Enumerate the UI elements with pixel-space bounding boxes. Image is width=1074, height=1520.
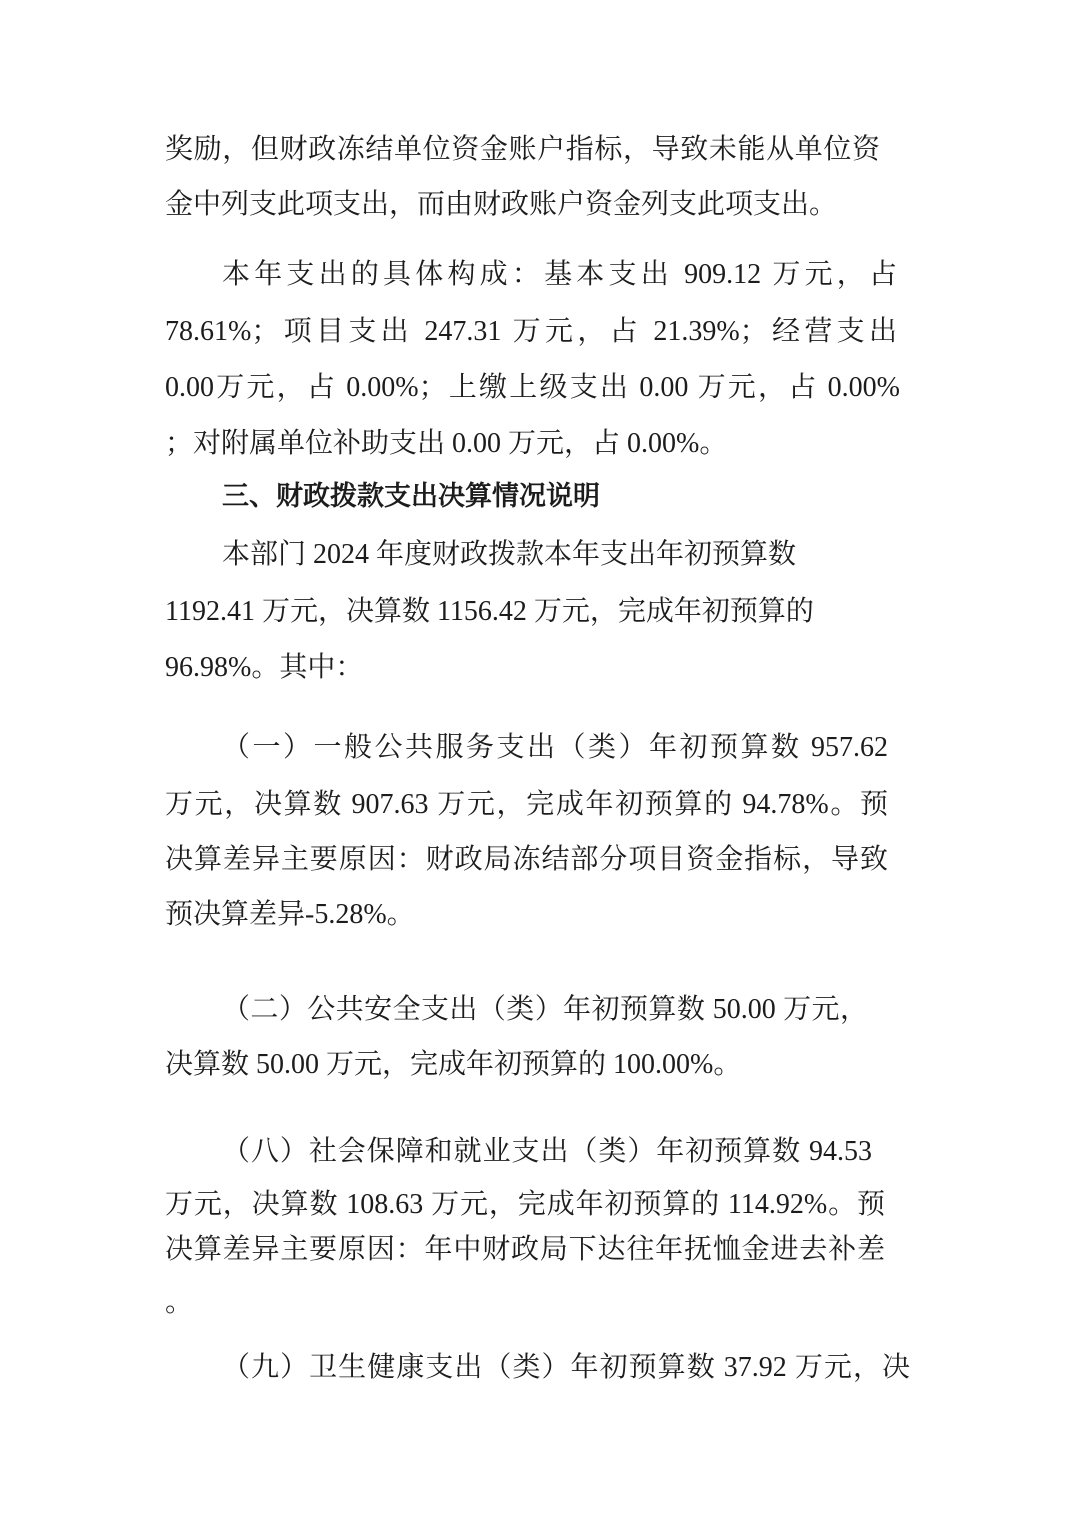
text-line: 78.61%；项目支出 247.31 万元，占 21.39%；经营支出 <box>165 316 897 347</box>
text-line: 奖励，但财政冻结单位资金账户指标，导致未能从单位资 <box>165 134 880 165</box>
text-line: 本年支出的具体构成：基本支出 909.12 万元，占 <box>222 259 897 290</box>
text-line: 决算差异主要原因：年中财政局下达往年抚恤金进去补差 <box>165 1234 885 1265</box>
text-line: 金中列支此项支出，而由财政账户资金列支此项支出。 <box>165 189 838 220</box>
text-line: 万元，决算数 907.63 万元，完成年初预算的 94.78%。预 <box>165 789 888 820</box>
text-line: 96.98%。其中： <box>165 652 364 683</box>
text-line: 。 <box>165 1287 194 1318</box>
text-line: （二）公共安全支出（类）年初预算数 50.00 万元， <box>222 994 868 1025</box>
text-line: 万元，决算数 108.63 万元，完成年初预算的 114.92%。预 <box>165 1189 885 1220</box>
text-line: 0.00万元，占 0.00%；上缴上级支出 0.00 万元，占 0.00% <box>165 372 900 403</box>
text-line: 决算差异主要原因：财政局冻结部分项目资金指标，导致 <box>165 844 888 875</box>
text-line: 预决算差异-5.28%。 <box>165 899 415 930</box>
text-line: 本部门 2024 年度财政拨款本年支出年初预算数 <box>222 539 797 570</box>
text-line: （一）一般公共服务支出（类）年初预算数 957.62 <box>222 732 888 763</box>
text-line: 1192.41 万元，决算数 1156.42 万元，完成年初预算的 <box>165 596 814 627</box>
text-line: （八）社会保障和就业支出（类）年初预算数 94.53 <box>222 1136 872 1167</box>
text-line: ；对附属单位补助支出 0.00 万元，占 0.00%。 <box>165 428 728 459</box>
text-line: （九）卫生健康支出（类）年初预算数 37.92 万元，决 <box>222 1352 910 1383</box>
section-heading: 三、财政拨款支出决算情况说明 <box>222 481 600 512</box>
text-line: 决算数 50.00 万元，完成年初预算的 100.00%。 <box>165 1049 742 1080</box>
